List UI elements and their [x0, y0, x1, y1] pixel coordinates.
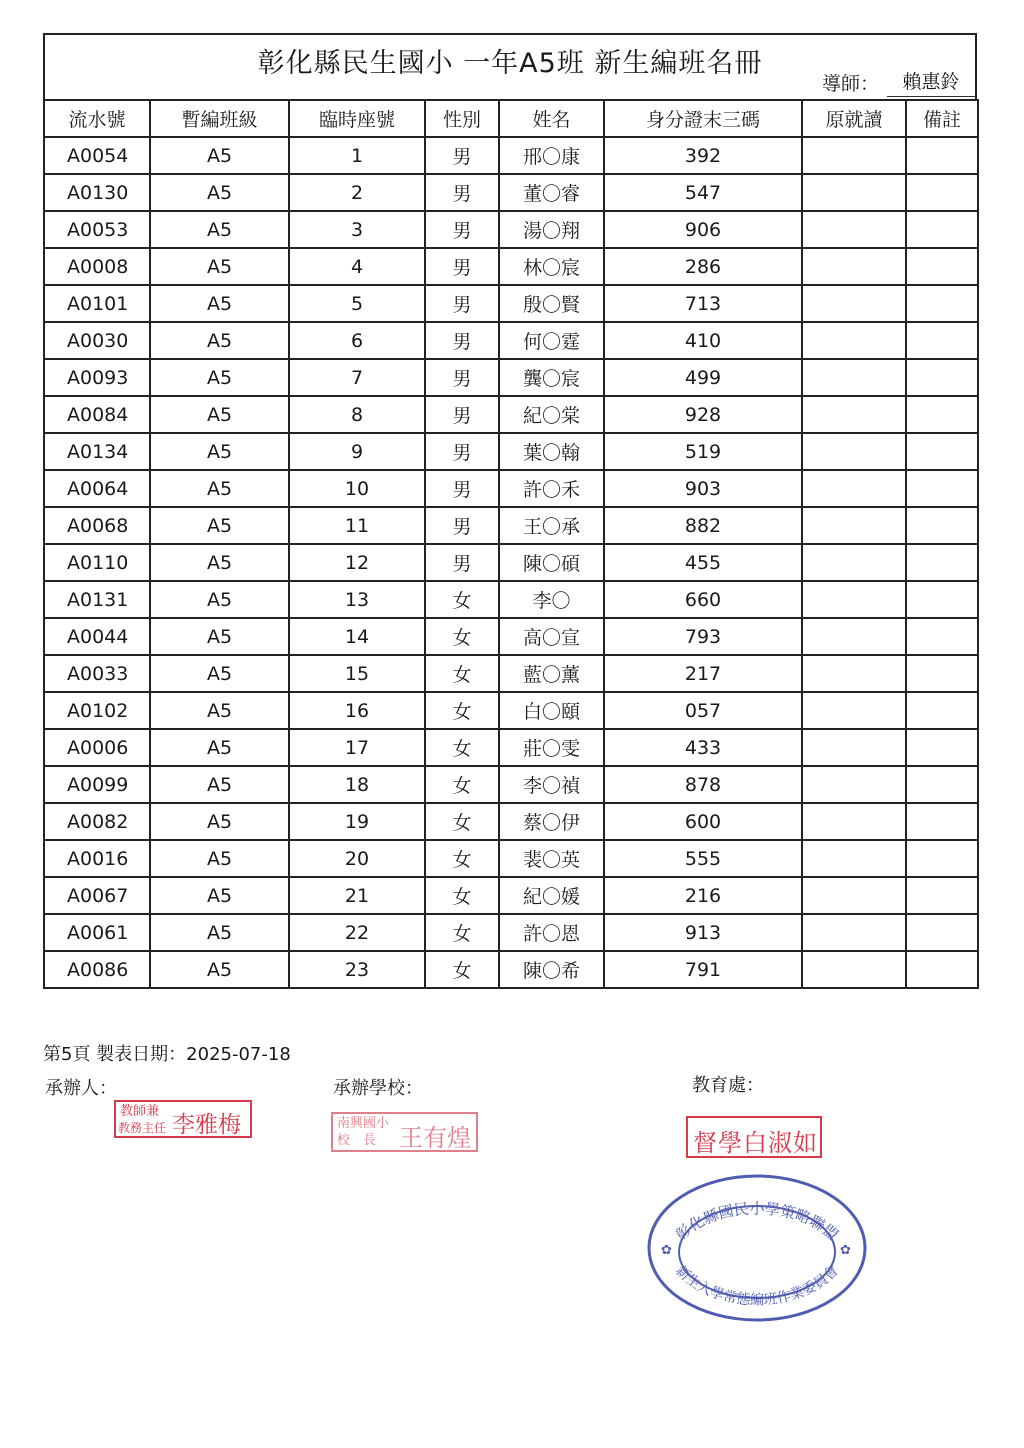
seat-cell: 4: [289, 248, 425, 285]
gender-cell: 女: [425, 803, 499, 840]
serial-cell: A0016: [44, 840, 150, 877]
seat-cell: 11: [289, 507, 425, 544]
seat-cell: 9: [289, 433, 425, 470]
remark-cell: [906, 581, 978, 618]
previous-school-cell: [802, 914, 906, 951]
seat-cell: 22: [289, 914, 425, 951]
school-label: 承辦學校：: [333, 1078, 423, 1099]
gender-cell: 男: [425, 359, 499, 396]
previous-school-cell: [802, 729, 906, 766]
table-row: [44, 581, 978, 618]
class-cell: A5: [150, 581, 289, 618]
remark-cell: [906, 914, 978, 951]
class-cell: A5: [150, 729, 289, 766]
class-cell: A5: [150, 766, 289, 803]
gender-cell: 男: [425, 396, 499, 433]
remark-cell: [906, 692, 978, 729]
roster-sheet: [43, 33, 977, 989]
page-info: 第5頁 製表日期：2025-07-18: [43, 1044, 291, 1065]
class-cell: A5: [150, 285, 289, 322]
previous-school-cell: [802, 692, 906, 729]
gender-cell: 女: [425, 618, 499, 655]
id-suffix-cell: 600: [604, 803, 802, 840]
seat-cell: 3: [289, 211, 425, 248]
remark-cell: [906, 729, 978, 766]
table-row: [44, 137, 978, 174]
previous-school-cell: [802, 507, 906, 544]
class-cell: A5: [150, 840, 289, 877]
seal-top-text: 彰化縣國民小學策略聯盟: [671, 1199, 843, 1245]
serial-cell: A0110: [44, 544, 150, 581]
column-header: 身分證末三碼: [604, 100, 802, 137]
name-cell: 高〇宣: [499, 618, 604, 655]
serial-cell: A0054: [44, 137, 150, 174]
previous-school-cell: [802, 137, 906, 174]
school-seal-title-top: 南興國小: [337, 1116, 390, 1131]
education-seal: [686, 1116, 822, 1158]
name-cell: 陳〇碩: [499, 544, 604, 581]
serial-cell: A0033: [44, 655, 150, 692]
class-cell: A5: [150, 914, 289, 951]
remark-cell: [906, 137, 978, 174]
serial-cell: A0030: [44, 322, 150, 359]
seal-bottom-text: 新生入學常態編班作業委員會: [672, 1262, 842, 1309]
table-row: [44, 729, 978, 766]
gender-cell: 男: [425, 248, 499, 285]
gender-cell: 男: [425, 322, 499, 359]
gender-cell: 男: [425, 433, 499, 470]
id-suffix-cell: 913: [604, 914, 802, 951]
remark-cell: [906, 433, 978, 470]
id-suffix-cell: 713: [604, 285, 802, 322]
id-suffix-cell: 547: [604, 174, 802, 211]
remark-cell: [906, 285, 978, 322]
remark-cell: [906, 951, 978, 988]
seal-right-flower-icon: ✿: [840, 1243, 851, 1258]
column-header: 臨時座號: [289, 100, 425, 137]
name-cell: 李〇: [499, 581, 604, 618]
column-header: 性別: [425, 100, 499, 137]
class-cell: A5: [150, 544, 289, 581]
page-title: 彰化縣民生國小 一年A5班 新生編班名冊: [257, 48, 763, 79]
table-header-row: [44, 100, 978, 137]
column-header: 姓名: [499, 100, 604, 137]
table-row: [44, 507, 978, 544]
seat-cell: 2: [289, 174, 425, 211]
id-suffix-cell: 928: [604, 396, 802, 433]
id-suffix-cell: 878: [604, 766, 802, 803]
name-cell: 紀〇媛: [499, 877, 604, 914]
class-cell: A5: [150, 359, 289, 396]
table-row: [44, 692, 978, 729]
table-row: [44, 174, 978, 211]
gender-cell: 女: [425, 729, 499, 766]
previous-school-cell: [802, 396, 906, 433]
name-cell: 蔡〇伊: [499, 803, 604, 840]
teacher-name: 賴惠鈴: [887, 67, 975, 97]
class-cell: A5: [150, 692, 289, 729]
id-suffix-cell: 906: [604, 211, 802, 248]
seat-cell: 21: [289, 877, 425, 914]
id-suffix-cell: 057: [604, 692, 802, 729]
serial-cell: A0053: [44, 211, 150, 248]
serial-cell: A0101: [44, 285, 150, 322]
name-cell: 董〇睿: [499, 174, 604, 211]
class-cell: A5: [150, 322, 289, 359]
class-cell: A5: [150, 396, 289, 433]
table-row: [44, 470, 978, 507]
table-body: [44, 137, 978, 988]
remark-cell: [906, 211, 978, 248]
previous-school-cell: [802, 877, 906, 914]
remark-cell: [906, 322, 978, 359]
previous-school-cell: [802, 285, 906, 322]
seat-cell: 13: [289, 581, 425, 618]
remark-cell: [906, 544, 978, 581]
table-row: [44, 285, 978, 322]
class-cell: A5: [150, 803, 289, 840]
gender-cell: 女: [425, 914, 499, 951]
table-row: [44, 211, 978, 248]
gender-cell: 男: [425, 137, 499, 174]
committee-round-seal: [645, 1172, 869, 1324]
gender-cell: 男: [425, 544, 499, 581]
roster-table: [43, 99, 979, 989]
gender-cell: 女: [425, 766, 499, 803]
remark-cell: [906, 655, 978, 692]
id-suffix-cell: 216: [604, 877, 802, 914]
remark-cell: [906, 803, 978, 840]
previous-school-cell: [802, 803, 906, 840]
remark-cell: [906, 507, 978, 544]
gender-cell: 女: [425, 877, 499, 914]
serial-cell: A0082: [44, 803, 150, 840]
seat-cell: 5: [289, 285, 425, 322]
seat-cell: 18: [289, 766, 425, 803]
school-seal-title-bottom: 校 長: [337, 1133, 377, 1148]
serial-cell: A0134: [44, 433, 150, 470]
organizer-label: 承辦人：: [45, 1078, 117, 1099]
serial-cell: A0084: [44, 396, 150, 433]
organizer-seal-title-bottom: 教務主任: [118, 1121, 167, 1135]
id-suffix-cell: 793: [604, 618, 802, 655]
id-suffix-cell: 660: [604, 581, 802, 618]
column-header: 暫編班級: [150, 100, 289, 137]
previous-school-cell: [802, 174, 906, 211]
seat-cell: 7: [289, 359, 425, 396]
seat-cell: 23: [289, 951, 425, 988]
name-cell: 王〇承: [499, 507, 604, 544]
class-cell: A5: [150, 137, 289, 174]
gender-cell: 男: [425, 211, 499, 248]
previous-school-cell: [802, 470, 906, 507]
organizer-seal-name: 李雅梅: [172, 1112, 241, 1138]
remark-cell: [906, 877, 978, 914]
serial-cell: A0068: [44, 507, 150, 544]
serial-cell: A0102: [44, 692, 150, 729]
name-cell: 莊〇雯: [499, 729, 604, 766]
serial-cell: A0061: [44, 914, 150, 951]
seat-cell: 10: [289, 470, 425, 507]
name-cell: 何〇霆: [499, 322, 604, 359]
school-seal-name: 王有煌: [399, 1124, 471, 1152]
previous-school-cell: [802, 359, 906, 396]
table-row: [44, 359, 978, 396]
table-row: [44, 766, 978, 803]
previous-school-cell: [802, 581, 906, 618]
class-cell: A5: [150, 433, 289, 470]
class-cell: A5: [150, 951, 289, 988]
remark-cell: [906, 470, 978, 507]
serial-cell: A0093: [44, 359, 150, 396]
seat-cell: 19: [289, 803, 425, 840]
class-cell: A5: [150, 877, 289, 914]
gender-cell: 男: [425, 285, 499, 322]
class-cell: A5: [150, 618, 289, 655]
column-header: 原就讀: [802, 100, 906, 137]
teacher-label: 導師：: [821, 73, 879, 95]
id-suffix-cell: 433: [604, 729, 802, 766]
previous-school-cell: [802, 655, 906, 692]
name-cell: 裴〇英: [499, 840, 604, 877]
serial-cell: A0067: [44, 877, 150, 914]
seal-left-star-icon: ✿: [661, 1243, 672, 1258]
previous-school-cell: [802, 433, 906, 470]
id-suffix-cell: 499: [604, 359, 802, 396]
serial-cell: A0131: [44, 581, 150, 618]
table-row: [44, 951, 978, 988]
previous-school-cell: [802, 322, 906, 359]
seat-cell: 16: [289, 692, 425, 729]
class-cell: A5: [150, 507, 289, 544]
table-row: [44, 877, 978, 914]
serial-cell: A0044: [44, 618, 150, 655]
organizer-seal: [114, 1100, 252, 1138]
gender-cell: 男: [425, 174, 499, 211]
table-row: [44, 618, 978, 655]
name-cell: 陳〇希: [499, 951, 604, 988]
name-cell: 藍〇薰: [499, 655, 604, 692]
table-row: [44, 544, 978, 581]
table-row: [44, 655, 978, 692]
name-cell: 林〇宸: [499, 248, 604, 285]
name-cell: 龔〇宸: [499, 359, 604, 396]
column-header: 流水號: [44, 100, 150, 137]
class-cell: A5: [150, 655, 289, 692]
remark-cell: [906, 618, 978, 655]
seat-cell: 20: [289, 840, 425, 877]
remark-cell: [906, 840, 978, 877]
serial-cell: A0099: [44, 766, 150, 803]
name-cell: 李〇禎: [499, 766, 604, 803]
table-row: [44, 433, 978, 470]
remark-cell: [906, 248, 978, 285]
column-header: 備註: [906, 100, 978, 137]
name-cell: 湯〇翔: [499, 211, 604, 248]
previous-school-cell: [802, 248, 906, 285]
name-cell: 許〇恩: [499, 914, 604, 951]
serial-cell: A0008: [44, 248, 150, 285]
serial-cell: A0086: [44, 951, 150, 988]
id-suffix-cell: 519: [604, 433, 802, 470]
name-cell: 葉〇翰: [499, 433, 604, 470]
table-row: [44, 840, 978, 877]
id-suffix-cell: 410: [604, 322, 802, 359]
name-cell: 邢〇康: [499, 137, 604, 174]
previous-school-cell: [802, 618, 906, 655]
id-suffix-cell: 286: [604, 248, 802, 285]
class-cell: A5: [150, 470, 289, 507]
gender-cell: 女: [425, 840, 499, 877]
seat-cell: 14: [289, 618, 425, 655]
school-seal: [331, 1112, 478, 1152]
organizer-seal-title-top: 教師兼: [120, 1104, 160, 1119]
remark-cell: [906, 396, 978, 433]
gender-cell: 女: [425, 692, 499, 729]
previous-school-cell: [802, 544, 906, 581]
serial-cell: A0130: [44, 174, 150, 211]
name-cell: 白〇頤: [499, 692, 604, 729]
id-suffix-cell: 392: [604, 137, 802, 174]
class-cell: A5: [150, 248, 289, 285]
seat-cell: 12: [289, 544, 425, 581]
remark-cell: [906, 174, 978, 211]
id-suffix-cell: 882: [604, 507, 802, 544]
table-row: [44, 248, 978, 285]
id-suffix-cell: 455: [604, 544, 802, 581]
gender-cell: 男: [425, 507, 499, 544]
seat-cell: 8: [289, 396, 425, 433]
table-row: [44, 396, 978, 433]
name-cell: 殷〇賢: [499, 285, 604, 322]
seat-cell: 15: [289, 655, 425, 692]
gender-cell: 女: [425, 581, 499, 618]
gender-cell: 女: [425, 951, 499, 988]
education-seal-name: 督學白淑如: [693, 1129, 818, 1157]
class-cell: A5: [150, 174, 289, 211]
serial-cell: A0006: [44, 729, 150, 766]
gender-cell: 男: [425, 470, 499, 507]
table-row: [44, 803, 978, 840]
id-suffix-cell: 791: [604, 951, 802, 988]
serial-cell: A0064: [44, 470, 150, 507]
id-suffix-cell: 217: [604, 655, 802, 692]
class-cell: A5: [150, 211, 289, 248]
previous-school-cell: [802, 840, 906, 877]
education-label: 教育處：: [692, 1075, 764, 1096]
table-row: [44, 322, 978, 359]
id-suffix-cell: 903: [604, 470, 802, 507]
remark-cell: [906, 766, 978, 803]
title-box: [43, 33, 977, 99]
seat-cell: 6: [289, 322, 425, 359]
id-suffix-cell: 555: [604, 840, 802, 877]
name-cell: 紀〇棠: [499, 396, 604, 433]
name-cell: 許〇禾: [499, 470, 604, 507]
gender-cell: 女: [425, 655, 499, 692]
remark-cell: [906, 359, 978, 396]
previous-school-cell: [802, 951, 906, 988]
seat-cell: 17: [289, 729, 425, 766]
seat-cell: 1: [289, 137, 425, 174]
previous-school-cell: [802, 211, 906, 248]
table-row: [44, 914, 978, 951]
previous-school-cell: [802, 766, 906, 803]
